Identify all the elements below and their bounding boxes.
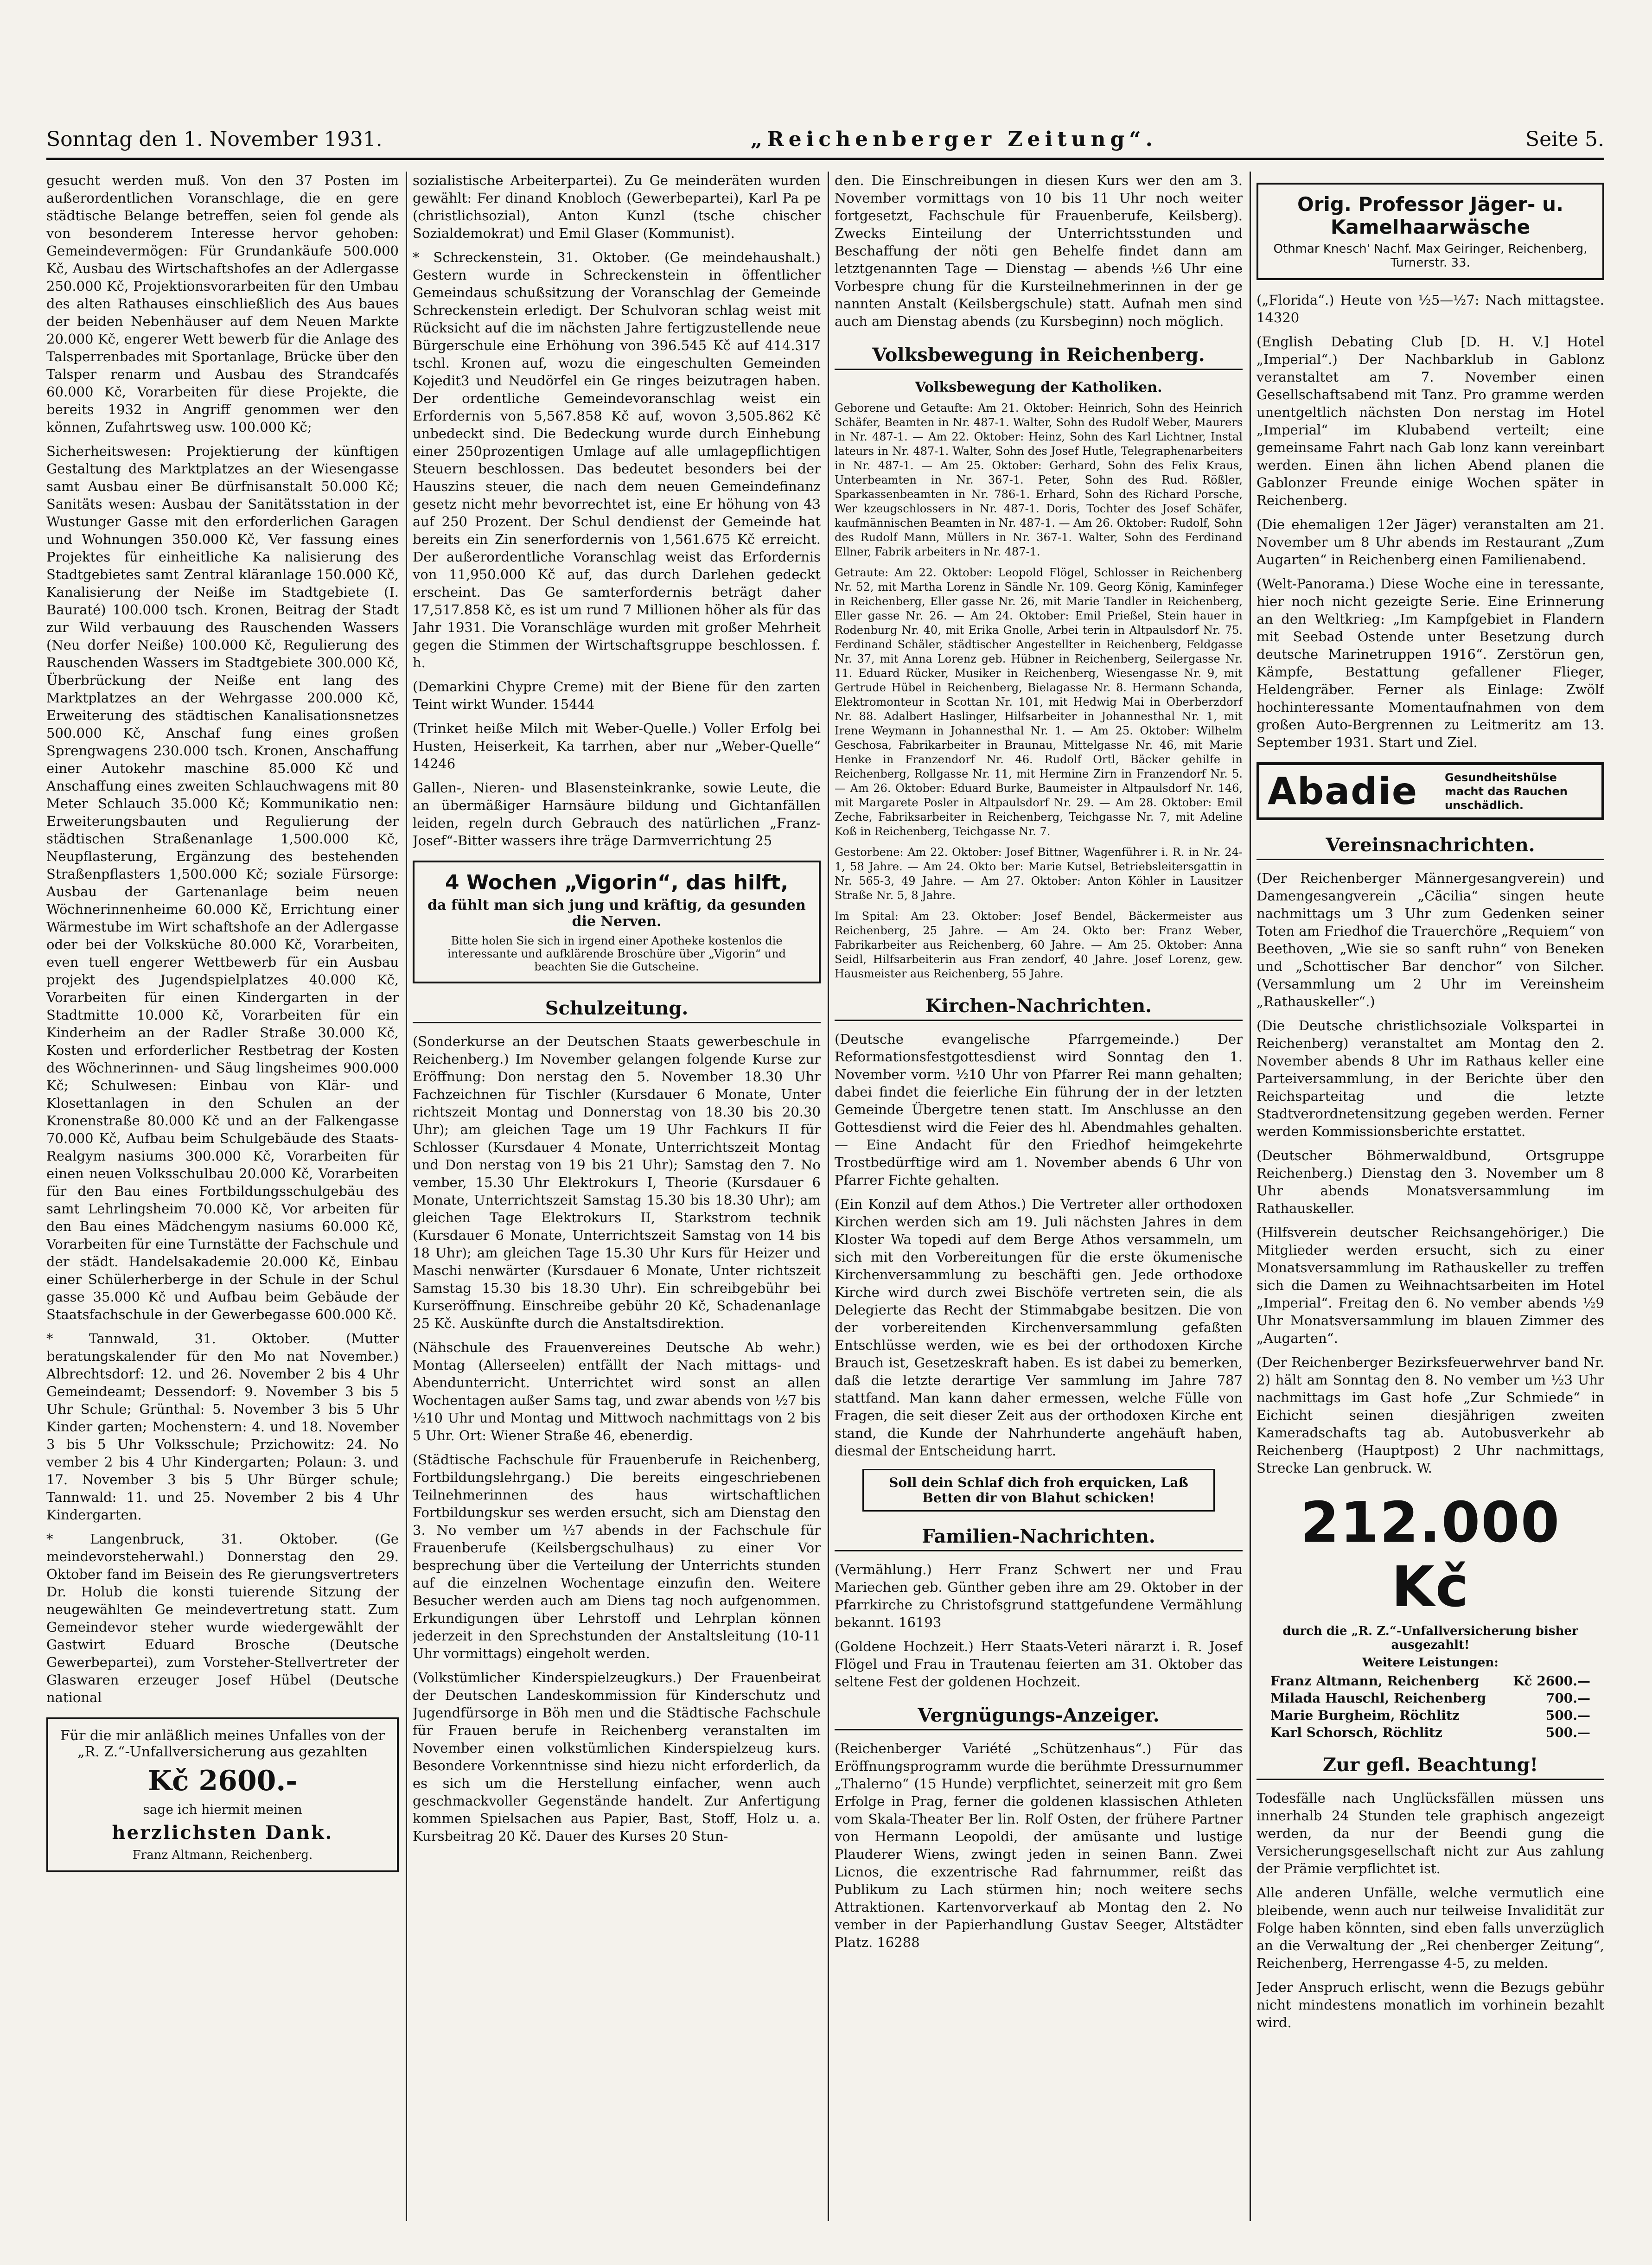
masthead bbox=[46, 121, 1604, 160]
newspaper-page bbox=[46, 111, 1604, 2226]
notice-paragraph: (English Debating Club [D. H. V.] Hotel „Imperial“.) Der Nachbarklub in Gablonz veranstaltet am 7. November einen Gesellschaftsabend mit Tanz. Pro gramme werden unentgeltlich nächsten Don nerstag im Hotel „Imperial“ im Klubabend verteilt; eine gemeinsame Fahrt nach Gab lonz kann vereinbart werden. Einen ähn lichen Abend planen die Gablonzer Freunde einige Wochen später in Reichenberg. bbox=[1257, 334, 1604, 508]
article-paragraph: (Vermählung.) Herr Franz Schwert ner und Frau Mariechen geb. Günther geben ihre am 29. Oktober in der Pfarrkirche zu Christofsgrund stattgefundene Vermählung bekannt. 16193 bbox=[835, 1562, 1243, 1630]
article-paragraph: den. Die Einschreibungen in diesen Kurs wer den am 3. November vormittags von 10 bis 11 Uhr noch weiter fortgesetzt, Fachschule für Frauenberufe, Keilsberg). Zwecks Einteilung der Unterrichtsstunden und Beschaffung der nöti gen Behelfe findet dann am letztgenannten Tage — Dienstag — abends ½6 Uhr eine Vorbespre chung für die Kursteilnehmerinnen in der ge nannten Anstalt (Keilsbergschule) statt. Aufnah men sind auch am Dienstag abends (zu Kursbeginn) noch möglich. bbox=[835, 172, 1243, 329]
vigorin-advertisement bbox=[413, 861, 821, 983]
notice-paragraph: Todesfälle nach Unglücksfällen müssen uns innerhalb 24 Stunden tele graphisch angezeigt werden, da nur der Beendi gung die Versicherungsgesellschaft nicht zur Aus zahlung der Prämie verpflichtet ist. bbox=[1257, 1790, 1604, 1876]
insurance-subheading: Weitere Leistungen: bbox=[1362, 1656, 1499, 1670]
notice-paragraph: (Der Reichenberger Männergesangverein) und Damengesangverein „Cäcilia“ singen heute nachmittags um 3 Uhr zum Gedenken seiner Toten am Friedhof die Trauerchöre „Requiem“ von Beethoven, „Wie sie so sanft ruhn“ von Beneken und „Schottischer Bar denchor“ von Silcher. (Versammlung um 2 Uhr im Vereinsheim „Rathauskeller“.) bbox=[1257, 870, 1604, 1009]
notice-paragraph: Alle anderen Unfälle, welche vermutlich eine bleibende, wenn auch nur teilweise Invalidität zur Folge haben könnten, sind eben falls unverzüglich an die Verwaltung der „Rei chenberger Zeitung“, Reichenberg, Herrengasse 4-5, zu melden. bbox=[1257, 1885, 1604, 1971]
column-2 bbox=[413, 172, 821, 2221]
article-paragraph: (Städtische Fachschule für Frauenberufe in Reichenberg, Fortbildungslehrgang.) Die bereits eingeschriebenen Teilnehmerinnen des haus wirtschaftlichen Fortbildungskur ses werden ersucht, sich am Dienstag den 3. No vember um ½7 abends in der Fachschule für Frauenberufe (Keilsbergschulhaus) zu einer Vor besprechung über die Verteilung der Unterrichts stunden auf die einzelnen Wochentage einzufin den. Weitere Besucher werden auch am Diens tag noch aufgenommen. Erkundigungen über Lehrstoff und Lehrplan können jederzeit in den Sprechstunden der Anstaltsleitung (10-11 Uhr vormittags) eingeholt werden. bbox=[413, 1452, 821, 1661]
column-3 bbox=[835, 172, 1243, 2221]
section-title: Familien-Nachrichten. bbox=[835, 1525, 1243, 1551]
article-paragraph: (Volkstümlicher Kinderspielzeugkurs.) Der Frauenbeirat der Deutschen Landeskommission für Kinderschutz und Jugendfürsorge in Böh men und die Städtische Fachschule für Frauen berufe in Reichenberg veranstalten im November einen volkstümlichen Kinderspielzeug kurs. Besondere Vorkenntnisse sind hiezu nicht erforderlich, da es sich um die Herstellung einfacher, wenn auch geschmackvoller Gegenstände handelt. Zur Anfertigung kommen Spielsachen aus Papier, Bast, Stoff, Holz u. a. Kursbeitrag 20 Kč. Dauer des Kurses 20 Stun- bbox=[413, 1670, 821, 1844]
jaeger-advertisement bbox=[1257, 183, 1604, 280]
notice-paragraph: (Deutscher Böhmerwaldbund, Ortsgruppe Reichenberg.) Dienstag den 3. November um 8 Uhr abends Monatsversammlung im Rathauskeller. bbox=[1257, 1148, 1604, 1216]
column-rule bbox=[828, 172, 829, 2221]
column-4 bbox=[1257, 172, 1604, 2221]
page-number: Seite 5. bbox=[1525, 127, 1604, 151]
section-title: Schulzeitung. bbox=[413, 997, 821, 1023]
ad-subline: da fühlt man sich jung und kräftig, da gesunden die Nerven. bbox=[427, 897, 806, 930]
notice-paragraph: (Hilfsverein deutscher Reichsangehöriger.) Die Mitglieder werden ersucht, sich zu einer Monatsversammlung im Rathauskeller zu treffen sich die Damen zu Weihnachtsarbeiten im Hotel „Imperial“. Freitag den 6. No vember abends ½9 Uhr Monatsversammlung im blauen Zimmer des „Augarten“. bbox=[1257, 1225, 1604, 1346]
insurance-row bbox=[1270, 1725, 1590, 1740]
column-rule bbox=[1250, 172, 1251, 2221]
article-paragraph: (Ein Konzil auf dem Athos.) Die Vertreter aller orthodoxen Kirchen werden sich am 19. Juli nächsten Jahres in dem Kloster Wa topedi auf dem Berge Athos versammeln, um sich mit den Vorbereitungen für die erste ökumenische Kirchenversammlung zu beschäfti gen. Jede orthodoxe Kirche wird durch zwei Bischöfe vertreten sein, die als Delegierte das Recht der Stimmabgabe besitzen. Die von der vorbereitenden Kirchenversammlung gefaßten Entschlüsse werden, wie es bei der orthodoxen Kirche Brauch ist, Gesetzeskraft haben. Es ist dabei zu bemerken, daß die letzte derartige Ver sammlung im Jahre 787 stattfand. Man kann daher ermessen, welche Fülle von Fragen, die seit dieser Zeit aus der orthodoxen Kirche ent stand, die Kunde der Nahrhunderte angehäuft haben, diesmal der Entscheidung harrt. bbox=[835, 1196, 1243, 1459]
issue-date: Sonntag den 1. November 1931. bbox=[46, 127, 383, 151]
notice-paragraph: (Welt-Panorama.) Diese Woche eine in teressante, hier noch nicht gezeigte Serie. Eine Erinnerung an den Weltkrieg: „Im Kampfgebiet in Flandern mit Seebad Ostende unter Besetzung durch deutsche Marinetruppen 1916“. Zerstörun gen, Kämpfe, Bestattung gefallener Flieger, Heldengräber. Ferner als Einlage: Zwölf hochinteressante Momentaufnahmen von dem großen Auto-Bergrennen zu Leitmeritz am 13. September 1931. Start und Ziel. bbox=[1257, 576, 1604, 750]
ad-text: Bitte holen Sie sich in irgend einer Apotheke kostenlos die interessante und aufklärende Broschüre über „Vigorin“ und beachten Sie die Gutscheine. bbox=[447, 934, 786, 973]
article-paragraph: * Tannwald, 31. Oktober. (Mutter beratungskalender für den Mo nat November.) Albrechtsdorf: 12. und 26. November 2 bis 4 Uhr Gemeindeamt; Dessendorf: 9. November 3 bis 5 Uhr Schule; Grünthal: 5. November 3 bis 5 Uhr Kinder garten; Mochenstern: 4. und 18. November 3 bis 5 Uhr Volksschule; Przichowitz: 24. No vember 2 bis 4 Uhr Kindergarten; Polaun: 3. und 17. November 3 bis 5 Uhr Bürger schule; Tannwald: 11. und 25. November 2 bis 4 Uhr Kindergarten. bbox=[46, 1331, 399, 1523]
insurance-name: Karl Schorsch, Röchlitz bbox=[1270, 1725, 1442, 1740]
ad-headline: 4 Wochen „Vigorin“, das hilft, bbox=[445, 871, 789, 894]
ad-signature: Franz Altmann, Reichenberg. bbox=[132, 1848, 313, 1862]
ad-text: Othmar Knesch' Nachf. Max Geiringer, Reichenberg, Turnerstr. 33. bbox=[1273, 242, 1588, 270]
column-1 bbox=[46, 172, 399, 2221]
insurance-row bbox=[1270, 1708, 1590, 1723]
ad-amount: Kč 2600.- bbox=[147, 1765, 298, 1797]
paper-title: „Reichenberger Zeitung“. bbox=[750, 127, 1157, 151]
ad-text: Gesundheitshülse macht das Rauchen unschädlich. bbox=[1445, 771, 1568, 812]
blahut-advertisement: Soll dein Schlaf dich froh erquicken, Laß Betten dir von Blahut schicken! bbox=[862, 1469, 1215, 1512]
article-paragraph: (Nähschule des Frauenvereines Deutsche Ab wehr.) Montag (Allerseelen) entfällt der Nach mittags- und Abendunterricht. Unterrichtet wird sonst an allen Wochentagen außer Sams tag, und zwar abends von ½7 bis ½10 Uhr und Montag und Mittwoch nachmittags von 2 bis 5 Uhr. Ort: Wiener Straße 46, ebenerdig. bbox=[413, 1340, 821, 1443]
notice-paragraph: Jeder Anspruch erlischt, wenn die Bezugs gebühr nicht mindestens monatlich im vorhinein bezahlt wird. bbox=[1257, 1979, 1604, 2030]
section-title: Kirchen-Nachrichten. bbox=[835, 995, 1243, 1021]
ad-text: Für die mir anläßlich meines Unfalles von der „R. Z.“-Unfallversicherung aus gezahlten bbox=[60, 1728, 385, 1760]
notice-paragraph: (Demarkini Chypre Creme) mit der Biene für den zarten Teint wirkt Wunder. 15444 bbox=[413, 679, 821, 712]
section-subtitle: Volksbewegung der Katholiken. bbox=[915, 379, 1162, 396]
notice-paragraph: („Florida“.) Heute von ½5—½7: Nach mittagstee. 14320 bbox=[1257, 292, 1604, 325]
ad-headline: Orig. Professor Jäger- u. Kamelhaarwäsche bbox=[1297, 193, 1563, 238]
article-paragraph: (Deutsche evangelische Pfarrgemeinde.) Der Reformationsfestgottesdienst wird Sonntag den 1. November vorm. ½10 Uhr von Pfarrer Rei mann gehalten; dabei findet die feierliche Ein führung der in der letzten Gemeinde Übergetre tenen statt. Im Anschlusse an den Gottesdienst wird die Feier des hl. Abendmahles gehalten. — Eine Andacht für den Friedhof heimgekehrte Trostbedürftige wird am 1. November abends 6 Uhr von Pfarrer Fichte gehalten. bbox=[835, 1031, 1243, 1188]
notice-paragraph: (Der Reichenberger Bezirksfeuerwehrver band Nr. 2) hält am Sonntag den 8. No vember um ½3 Uhr nachmittags im Gast hofe „Zur Schmiede“ in Eichicht seinen diesjährigen zweiten Kameradschafts tag ab. Autobusverkehr ab Reichenberg (Hauptpost) 2 Uhr nachmittags, Strecke Lan genbruck. W. bbox=[1257, 1354, 1604, 1476]
section-title: Zur gefl. Beachtung! bbox=[1257, 1754, 1604, 1780]
insurance-caption: durch die „R. Z.“-Unfallversicherung bisher ausgezahlt! bbox=[1282, 1624, 1578, 1652]
abadie-advertisement bbox=[1257, 762, 1604, 820]
ad-brand: Abadie bbox=[1268, 770, 1418, 813]
article-paragraph: Sicherheitswesen: Projektierung der künftigen Gestaltung des Marktplatzes an der Wiesengasse samt Ausbau einer Be dürfnisanstalt 50.000 Kč; Sanitäts wesen: Ausbau der Sanitätsstation in der Wustunger Gasse mit den erforderlichen Garagen und Wohnungen 350.000 Kč, Ver fassung eines Projektes für einheitliche Ka nalisierung des Stadtgebietes samt Zentral kläranlage 150.000 Kč, Kanalisierung der Neiße im Stadtgebiete (I. Bauraté) 100.000 tsch. Kronen, Beitrag der Stadt zur Wild verbauung des Rauschenden Wassers (Neu dorfer Neiße) 100.000 Kč, Regulierung des Rauschenden Wassers im Stadtgebiete 300.000 Kč, Überbrückung der Neiße ent lang des Marktplatzes an der Wehrgasse 200.000 Kč, Erweiterung des städtischen Kanalisationsnetzes 500.000 Kč, Anschaf fung eines großen Sprengwagens 230.000 tsch. Kronen, Anschaffung einer Autokehr maschine 85.000 Kč und Anschaffung eines zweiten Schlauchwagens mit 80 Meter Schlauch 35.000 Kč; Kommunikatio nen: Erweiterungsbauten und Regulierung der städtischen Straßenanlage 1,500.000 Kč, Neupflasterung, Ergänzung des bestehenden Straßenpflasters 1,500.000 Kč; soziale Fürsorge: Ausbau der Gartenanlage beim neuen Wöchnerinnenheime 60.000 Kč, Errichtung einer Wärmestube im Wirt schaftshofe an der Adlergasse oder bei der Volksküche 80.000 Kč, Vorarbeiten, even tuell engerer Wettbewerb für ein Ausbau projekt des Jugendspielplatzes 40.000 Kč, Vorarbeiten für einen Kindergarten in der Stadtmitte 10.000 Kč, Vorarbeiten für ein Kinderheim an der Radler Straße 30.000 Kč, Kosten und erforderlicher Restbetrag der Kosten des Wöchnerinnen- und Säug lingsheimes 900.000 Kč; Schulwesen: Einbau von Klär- und Klosettanlagen in den Schulen an der Kronenstraße 80.000 Kč und an der Falkengasse 70.000 Kč, Aufbau beim Schulgebäude des Staats-Realgym nasiums 300.000 Kč, Vorarbeiten für einen neuen Volksschulbau 20.000 Kč, Vorarbeiten für den Bau eines Fortbildungsschulgebäu des samt Lehrlingsheim 70.000 Kč, Vor arbeiten für den Bau eines Mädchengym nasiums 60.000 Kč, Vorarbeiten für eine Turnstätte der Fachschule und der städt. Handelsakademie 20.000 Kč, Einbau einer Schülerherberge in der Schule in der Schul gasse 35.000 Kč und Aufbau beim Gebäude der Staatsfachschule in der Gewerbegasse 600.000 Kč. bbox=[46, 443, 399, 1322]
article-paragraph: (Reichenberger Variété „Schützenhaus“.) Für das Eröffnungsprogramm wurde die berühmte Dressurnummer „Thalerno“ (15 Hunde) verpflichtet, seinerzeit mit gro ßem Erfolge in Prag, ferner die goldenen klassischen Athleten vom Skala-Theater Ber lin. Rolf Osten, der frühere Partner von Hermann Leopoldi, der amüsante und lustige Plauderer Wiens, zwingt jeden in seinen Bann. Zwei Licnos, die exzentrische Rad fahrnummer, reißt das Publikum zu Lach stürmen hin; noch weitere sechs Attraktionen. Kartenvorverkauf ab Montag den 2. No vember in der Papierhandlung Gustav Seeger, Altstädter Platz. 16288 bbox=[835, 1741, 1243, 1950]
registry-paragraph: Im Spital: Am 23. Oktober: Josef Bendel, Bäckermeister aus Reichenberg, 25 Jahre. — Am 24. Okto ber: Franz Weber, Fabrikarbeiter aus Reichenberg, 60 Jahre. — Am 25. Oktober: Anna Seidl, Hilfsarbeiterin aus Fran zendorf, 40 Jahre. Josef Lorenz, gew. Hausmeister aus Reichenberg, 55 Jahre. bbox=[835, 910, 1243, 980]
section-title: Volksbewegung in Reichenberg. bbox=[835, 344, 1243, 370]
notice-paragraph: (Trinket heiße Milch mit Weber-Quelle.) Voller Erfolg bei Husten, Heiserkeit, Ka tarrhen, aber nur „Weber-Quelle“ 14246 bbox=[413, 721, 821, 772]
insurance-name: Franz Altmann, Reichenberg bbox=[1270, 1673, 1480, 1689]
article-paragraph: * Langenbruck, 31. Oktober. (Ge meindevorsteherwahl.) Donnerstag den 29. Oktober fand im Beisein des Re gierungsvertreters Dr. Holub die konsti tuierende Sitzung der neugewählten Ge meindevertretung statt. Zum Gemeindevor steher wurde wiedergewählt der Gastwirt Eduard Brosche (Deutsche Gewerbepartei), zum Vorsteher-Stellvertreter der Glaswaren erzeuger Josef Hübel (Deutsche national bbox=[46, 1531, 399, 1705]
insurance-amount: 500.— bbox=[1545, 1725, 1590, 1740]
ad-thanks: herzlichsten Dank. bbox=[112, 1822, 333, 1844]
registry-paragraph: Geborene und Getaufte: Am 21. Oktober: Heinrich, Sohn des Heinrich Schäfer, Beamten in Nr. 487-1. Walter, Sohn des Rudolf Weber, Maurers in Nr. 487-1. — Am 22. Oktober: Heinz, Sohn des Karl Lichtner, Instal lateurs in Nr. 487-1. Walter, Sohn des Josef Hutle, Telegraphenarbeiters in Nr. 487-1. — Am 25. Oktober: Gerhard, Sohn des Felix Kraus, Unterbeamten in Nr. 367-1. Peter, Sohn des Rud. Rößler, Sparkassenbeamten in Nr. 786-1. Erhard, Sohn des Richard Porsche, Wer kzeugschlossers in Nr. 487-1. Doris, Tochter des Josef Schäfer, kaufmännischen Beamten in Nr. 487-1. — Am 26. Oktober: Rudolf, Sohn des Rudolf Mann, Müllers in Nr. 367-1. Walter, Sohn des Ferdinand Ellner, Fabrik arbeiters in Nr. 487-1. bbox=[835, 402, 1243, 558]
notice-paragraph: (Die ehemaligen 12er Jäger) veranstalten am 21. November um 8 Uhr abends im Restaurant „Zum Augarten“ in Reichenberg einen Familienabend. bbox=[1257, 517, 1604, 568]
insurance-row bbox=[1270, 1673, 1590, 1689]
insurance-amount: 500.— bbox=[1545, 1708, 1590, 1723]
insurance-name: Milada Hauschl, Reichenberg bbox=[1270, 1691, 1486, 1706]
insurance-row bbox=[1270, 1691, 1590, 1706]
notice-paragraph: Gallen-, Nieren- und Blasensteinkranke, sowie Leute, die an übermäßiger Harnsäure bildung und Gichtanfällen leiden, regeln durch Gebrauch des natürlichen „Franz-Josef“-Bitter wassers ihre träge Darmverrichtung 25 bbox=[413, 780, 821, 849]
article-paragraph: * Schreckenstein, 31. Oktober. (Ge meindehaushalt.) Gestern wurde in Schreckenstein in öffentlicher Gemeindaus schußsitzung der Voranschlag der Gemeinde Schreckenstein erledigt. Der Schulvoran schlag weist mit Rücksicht auf die im nächsten Jahre fertigzustellende neue Bürgerschule eine Erhöhung von 396.545 Kč auf 414.317 tschl. Kronen auf, wozu die eingeschulten Gemeinden Kojedit3 und Neudörfel ein Ge ringes beizutragen haben. Der ordentliche Gemeindevoranschlag weist ein Erfordernis von 5,567.858 Kč auf, wovon 3,505.862 Kč unbedeckt sind. Die Bedeckung wurde durch Einhebung einer 250prozentigen Umlage auf alle umlagepflichtigen Steuern beschlossen. Das bedeutet besonders bei der Hauszins steuer, die nach dem neuen Gemeindefinanz gesetz nicht mehr bevorrechtet ist, eine Er höhung von 43 auf 250 Prozent. Der Schul dendienst der Gemeinde hat bereits ein Zin senerfordernis von 1,561.675 Kč erreicht. Der außerordentliche Voranschlag weist das Erfordernis von 11,950.000 Kč auf, das durch Darlehen gedeckt erscheint. Das Ge samterfordernis beträgt daher 17,517.858 Kč, es ist um rund 7 Millionen höher als für das Jahr 1931. Die Voranschläge wurden mit großer Mehrheit gegen die Stimmen der Wirtschaftsgruppe beschlossen. f. h. bbox=[413, 249, 821, 670]
section-title: Vereinsnachrichten. bbox=[1257, 834, 1604, 860]
article-paragraph: (Goldene Hochzeit.) Herr Staats-Veteri närarzt i. R. Josef Flögel und Frau in Trautenau feierten am 31. Oktober das seltene Fest der goldenen Hochzeit. bbox=[835, 1639, 1243, 1690]
section-title: Vergnügungs-Anzeiger. bbox=[835, 1704, 1243, 1730]
notice-paragraph: (Die Deutsche christlichsoziale Volkspartei in Reichenberg) veranstaltet am Montag den 2. November abends 8 Uhr im Rathaus keller eine Parteiversammlung, in der Berichte über den Reichsparteitag und die letzte Stadtverordnetensitzung gegeben werden. Ferner werden Kommissionsberichte erstattet. bbox=[1257, 1018, 1604, 1139]
article-paragraph: gesucht werden muß. Von den 37 Posten im außerordentlichen Voranschlage, die en gere städtische Belange betreffen, seien fol gende als von besonderem Interesse hervor gehoben: Gemeindevermögen: Für Grundankäufe 500.000 Kč, Ausbau des Wirtschaftshofes an der Adlergasse 250.000 Kč, Projektionsvorarbeiten für den Umbau des alten Rathauses einschließlich des Aus baues der beiden Nebenhäuser auf dem Neuen Markte 20.000 Kč, engerer Wett bewerb für die Anlage des Talsperrenbades mit Sportanlage, Brücke über den Talsper renarm und Ausbau des Strandcafés 60.000 Kč, Vorarbeiten für diese Projekte, die bereits 1932 in Angriff genommen wer den können, Zufahrtsweg usw. 100.000 Kč; bbox=[46, 172, 399, 435]
article-paragraph: sozialistische Arbeiterpartei). Zu Ge meinderäten wurden gewählt: Fer dinand Knobloch (Gewerbepartei), Karl Pa pe (christlichsozial), Anton Kunzl (tsche chischer Sozialdemokrat) und Emil Glaser (Kommunist). bbox=[413, 172, 821, 241]
registry-paragraph: Getraute: Am 22. Oktober: Leopold Flögel, Schlosser in Reichenberg Nr. 52, mit Martha Lorenz in Sändle Nr. 109. Georg König, Kaminfeger in Reichenberg, Eller gasse Nr. 26, mit Marie Tandler in Reichenberg, Eller gasse Nr. 26. — Am 24. Oktober: Emil Prießel, Stein hauer in Rodenburg Nr. 40, mit Erika Gnolle, Arbei terin in Altpaulsdorf Nr. 75. Ferdinand Schäler, städtischer Angestellter in Reichenberg, Feldgasse Nr. 37, mit Anna Lorenz geb. Hübner in Reichenberg, Seilergasse Nr. 11. Eduard Rücker, Musiker in Reichenberg, Wiesengasse Nr. 9, mit Gertrude Hübel in Reichenberg, Bielagasse Nr. 8. Hermann Schanda, Elektromonteur in Scottan Nr. 101, mit Hedwig Mai in Oberberzdorf Nr. 88. Adalbert Haslinger, Hilfsarbeiter in Johannesthal Nr. 1, mit Irene Weymann in Johannesthal Nr. 1. — Am 25. Oktober: Wilhelm Geschosa, Fabrikarbeiter in Braunau, Mittelgasse Nr. 46, mit Marie Henke in Franzendorf Nr. 46. Rudolf Ortl, Bäcker gehilfe in Reichenberg, Rollgasse Nr. 11, mit Hermine Zirn in Franzendorf Nr. 5. — Am 26. Oktober: Eduard Burke, Baumeister in Altpaulsdorf Nr. 146, mit Margarete Posler in Altpaulsdorf Nr. 29. — Am 28. Oktober: Emil Zeche, Fabriksarbeiter in Reichenberg, Teichgasse Nr. 7, mit Adeline Koß in Reichenberg, Teichgasse Nr. 7. bbox=[835, 566, 1243, 838]
insurance-name: Marie Burgheim, Röchlitz bbox=[1270, 1708, 1460, 1723]
article-paragraph: (Sonderkurse an der Deutschen Staats gewerbeschule in Reichenberg.) Im November gelangen folgende Kurse zur Eröffnung: Don nerstag den 5. November 18.30 Uhr Fachzeichnen für Tischler (Kursdauer 6 Monate, Unter richtszeit Montag und Donnerstag von 18.30 bis 20.30 Uhr); am gleichen Tage um 19 Uhr Fachkurs II für Schlosser (Kursdauer 4 Monate, Unterrichtszeit Montag und Don nerstag von 19 bis 21 Uhr); Samstag den 7. No vember, 15.30 Uhr Elektrokurs I, Theorie (Kursdauer 6 Monate, Unterrichtszeit Samstag 15.30 bis 18.30 Uhr); am gleichen Tage Elektrokurs II, Starkstrom technik (Kursdauer 6 Monate, Unterrichtszeit Samstag von 14 bis 18 Uhr); am gleichen Tage 15.30 Uhr Kurs für Heizer und Maschi nenwärter (Kursdauer 6 Monate, Unter richtszeit Samstag 15.30 bis 18.30 Uhr). Ein schreibgebühr bei Kurseröffnung. Einschreibe gebühr 20 Kč, Schadenanlage 25 Kč. Auskünfte durch die Anstaltsdirektion. bbox=[413, 1034, 821, 1331]
ad-text: sage ich hiermit meinen bbox=[143, 1802, 302, 1817]
insurance-amount: 700.— bbox=[1545, 1691, 1590, 1706]
column-rule bbox=[406, 172, 407, 2221]
registry-paragraph: Gestorbene: Am 22. Oktober: Josef Bittner, Wagenführer i. R. in Nr. 24-1, 58 Jahre. — Am 24. Okto ber: Marie Kutsel, Betriebsleitersgattin in Nr. 565-3, 49 Jahre. — Am 27. Oktober: Anton Köhler in Lausitzer Straße Nr. 5, 8 Jahre. bbox=[835, 846, 1243, 902]
insurance-amount: Kč 2600.— bbox=[1513, 1673, 1590, 1689]
insurance-total: 212.000 Kč bbox=[1300, 1491, 1561, 1620]
thanks-advertisement bbox=[46, 1717, 399, 1872]
